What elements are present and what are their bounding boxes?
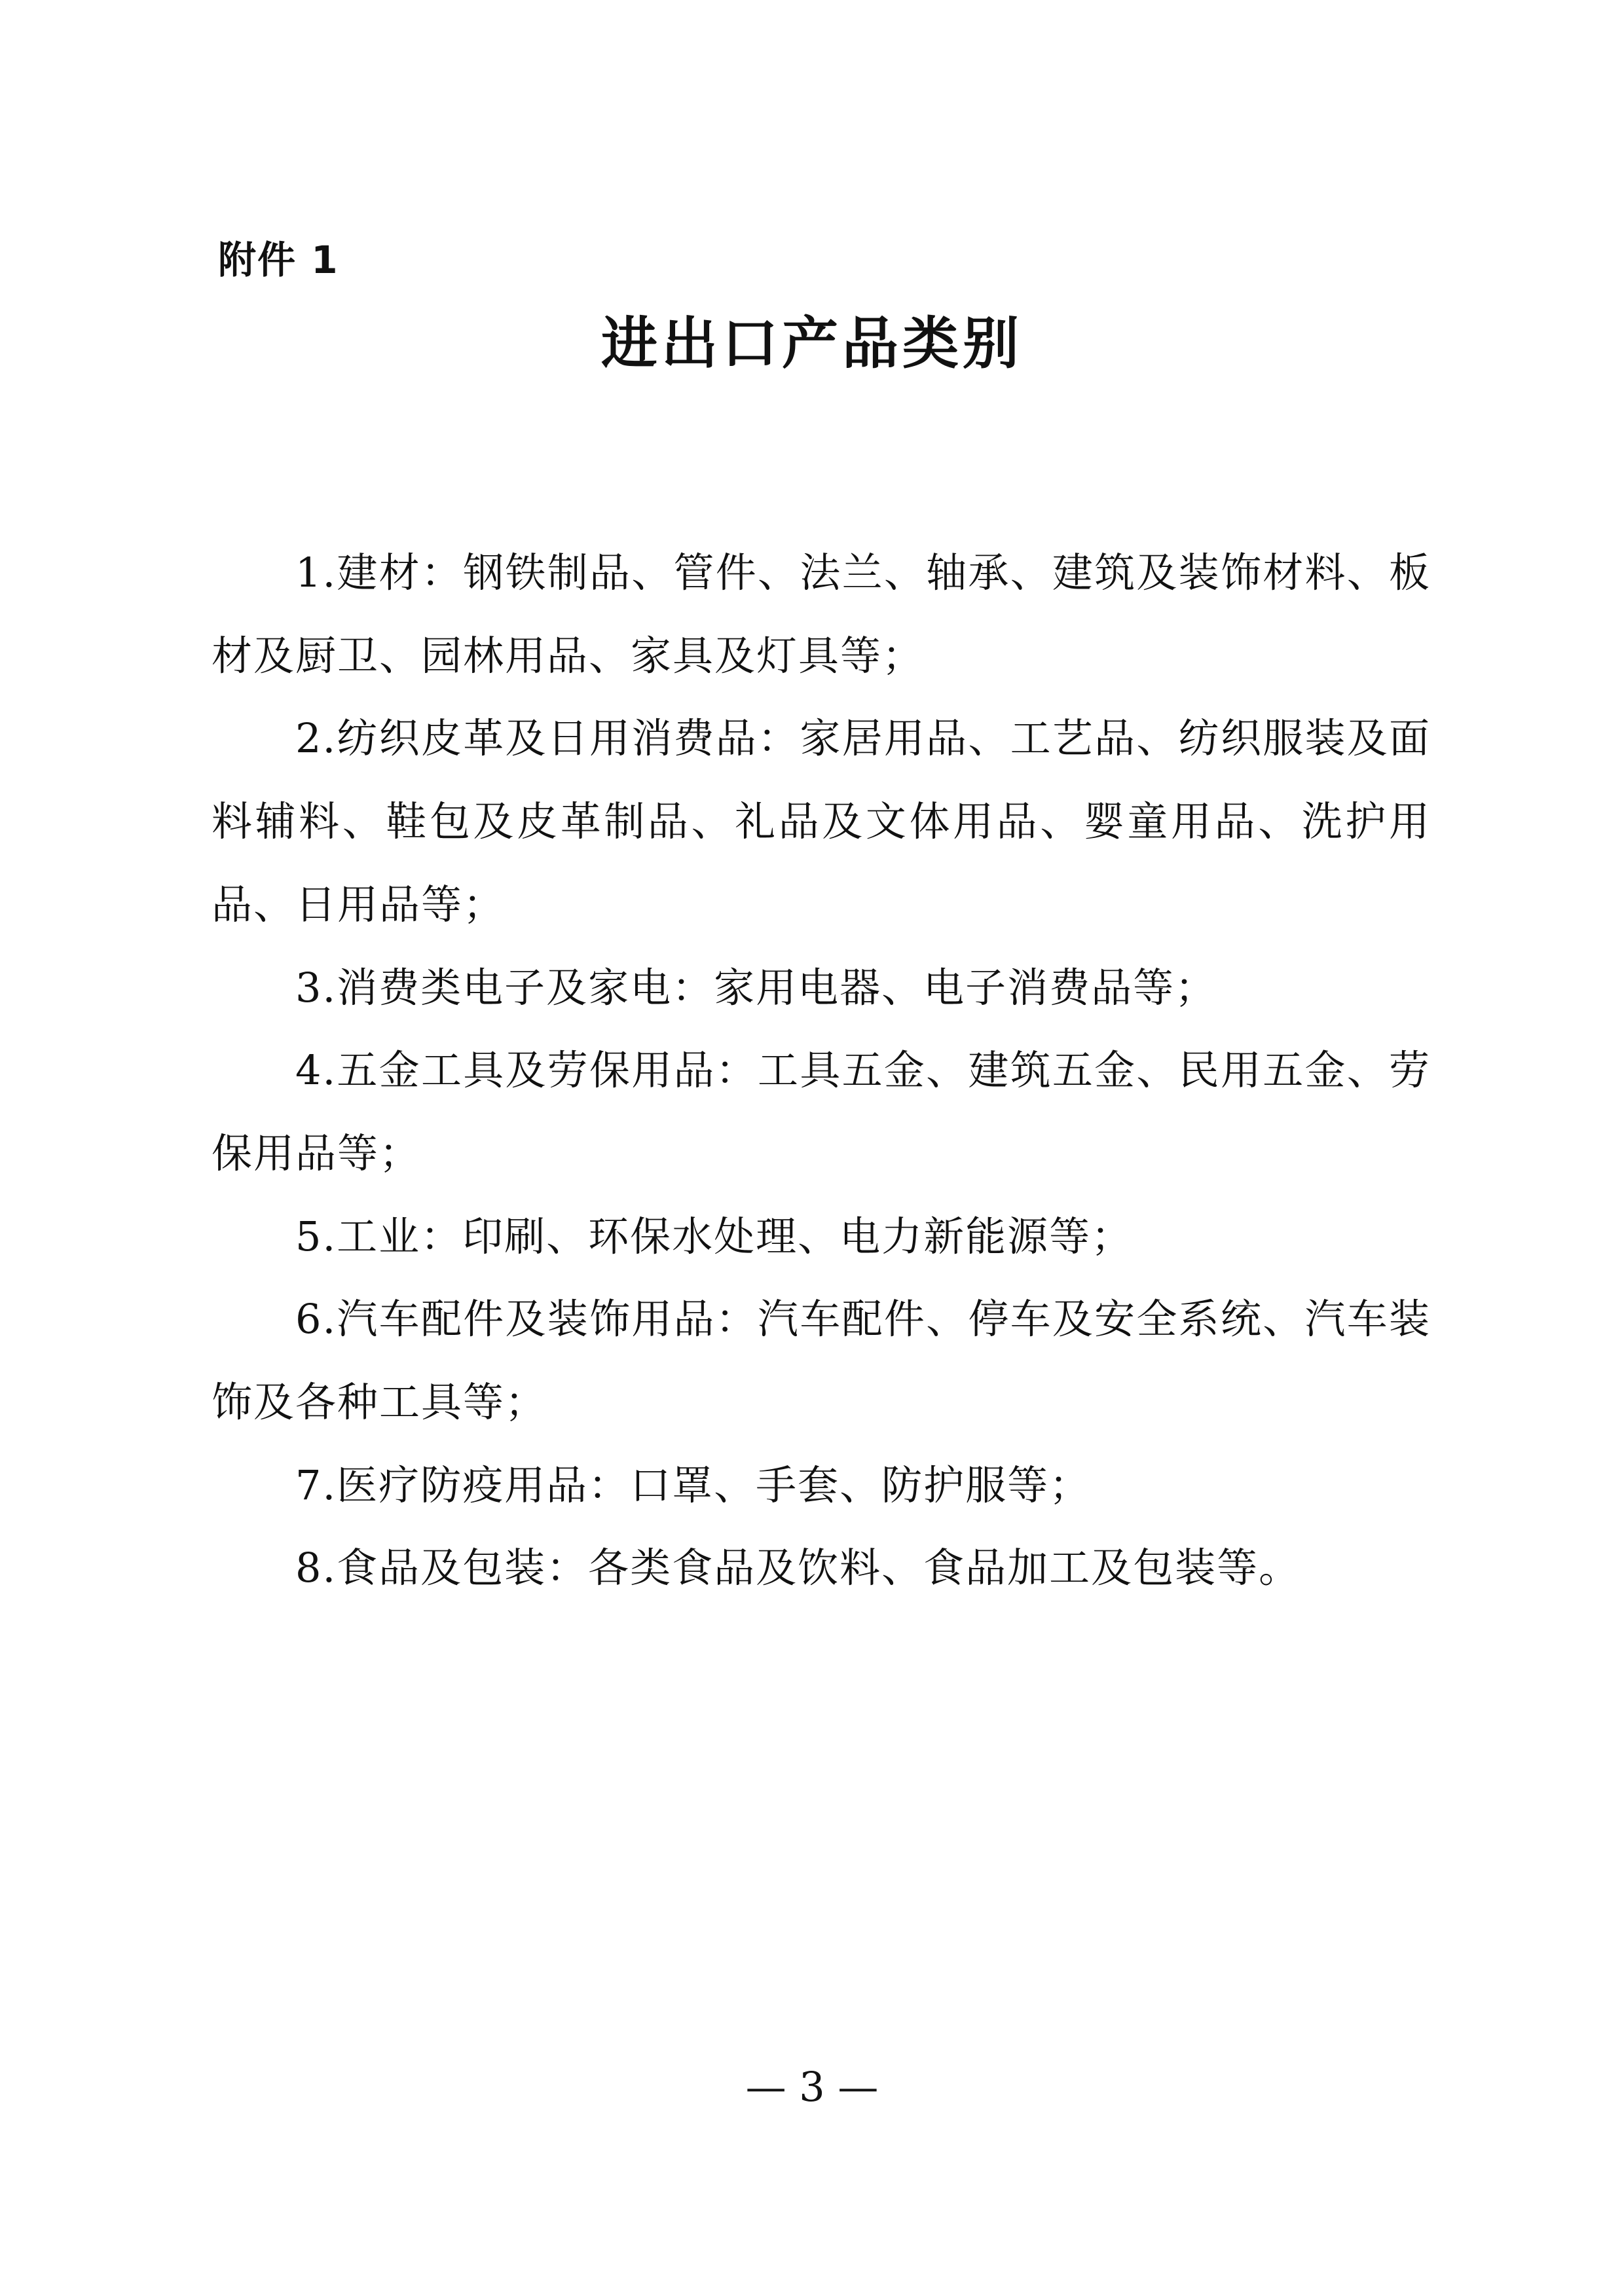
category-list (212, 532, 1431, 1610)
page-number: — 3 — (745, 2063, 879, 2111)
category-item-consumer-electronics: 3.消费类电子及家电：家用电器、电子消费品等； (295, 963, 1217, 1011)
category-item-textiles-consumer-goods: 2.纺织皮革及日用消费品：家居用品、工艺品、纺织服装及面料辅料、鞋包及皮革制品、礼品及文体用品、婴童用品、洗护用品、日用品等； (212, 714, 1431, 928)
document-title: 进出口产品类别 (601, 311, 1023, 376)
category-item-food-packaging: 8.食品及包装：各类食品及饮料、食品加工及包装等。 (295, 1544, 1301, 1592)
category-item-auto-parts: 6.汽车配件及装饰用品：汽车配件、停车及安全系统、汽车装饰及各种工具等； (212, 1295, 1431, 1427)
category-item-industry: 5.工业：印刷、环保水处理、电力新能源等； (295, 1212, 1134, 1260)
category-item-medical-supplies: 7.医疗防疫用品：口罩、手套、防护服等； (295, 1461, 1092, 1509)
attachment-label: 附件 1 (218, 238, 339, 282)
category-item-hardware-tools: 4.五金工具及劳保用品：工具五金、建筑五金、民用五金、劳保用品等； (212, 1046, 1431, 1177)
category-item-building-materials: 1.建材：钢铁制品、管件、法兰、轴承、建筑及装饰材料、板材及厨卫、园林用品、家具及灯具等； (212, 549, 1431, 680)
